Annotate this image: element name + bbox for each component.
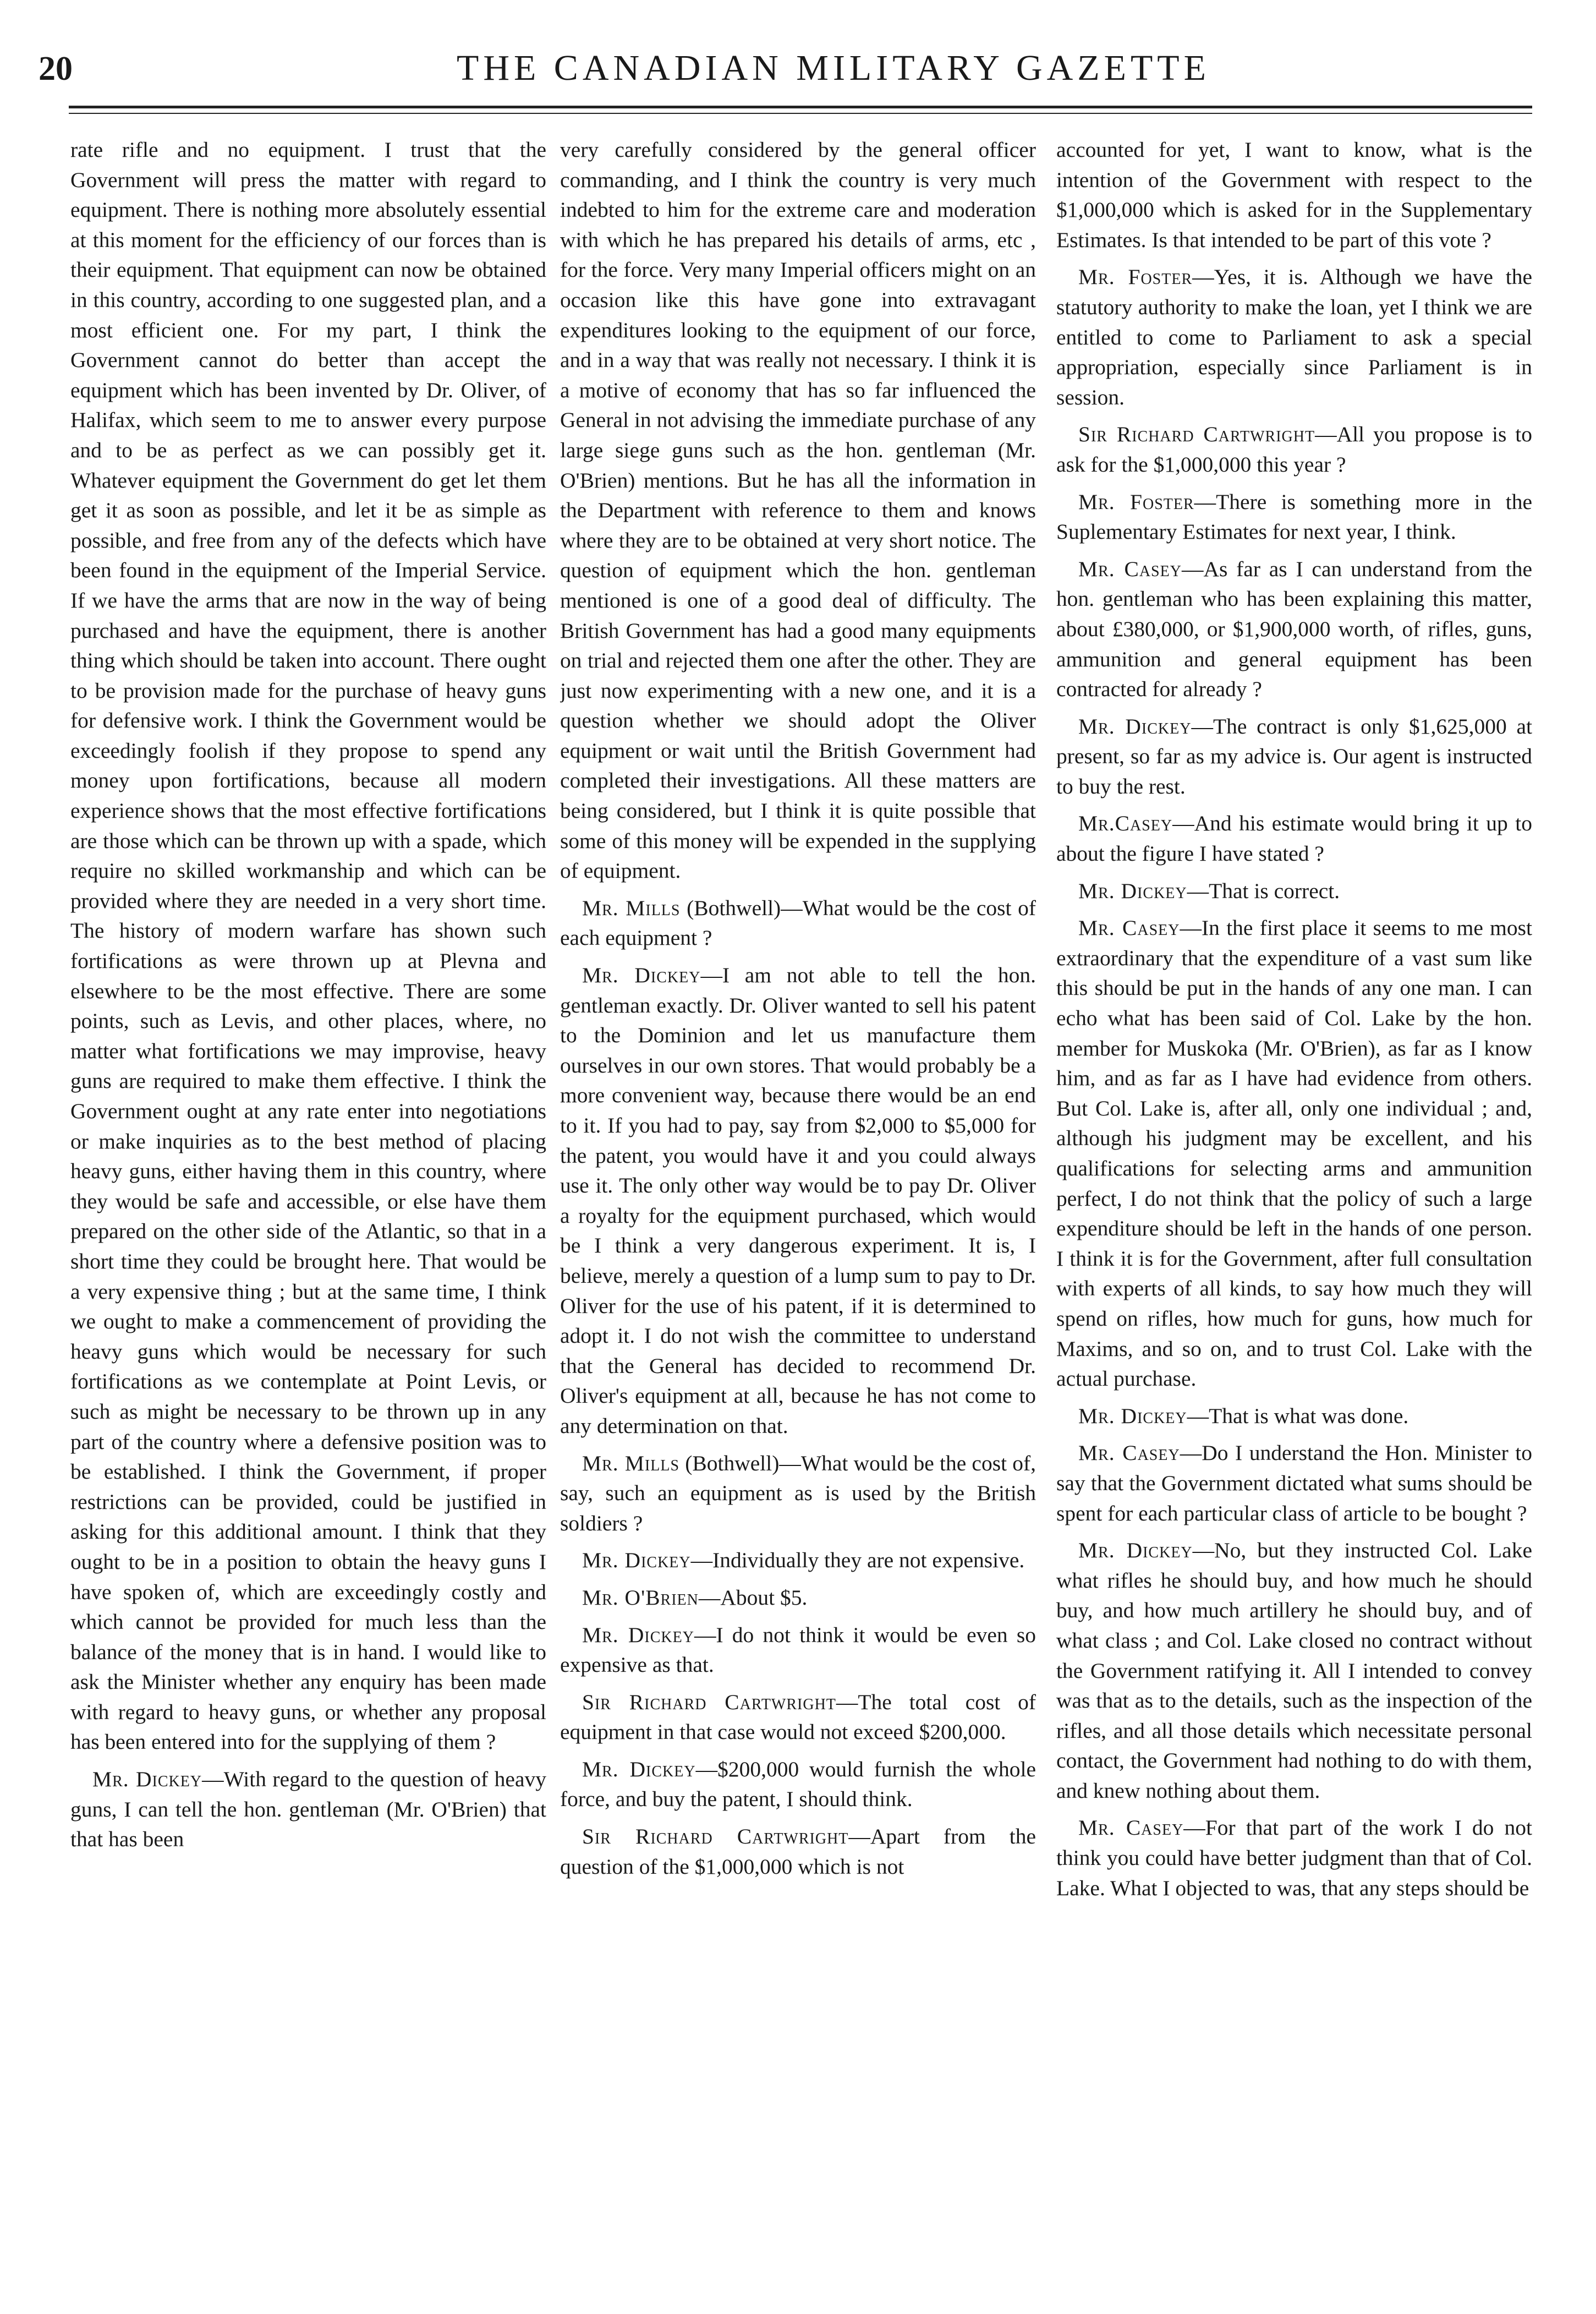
speaker-name: Mr. Dickey [582,1757,696,1781]
paragraph [1056,1401,1532,1431]
paragraph [560,893,1036,953]
speaker-name: Mr. Dickey [1078,878,1187,903]
paragraph [1056,262,1532,412]
paragraph [560,1545,1036,1576]
header-rule-thick [69,106,1532,108]
column-right [1056,135,1532,2292]
paragraph [1056,487,1532,547]
paragraph [1056,913,1532,1394]
speaker-name: Mr. Casey [1078,1441,1180,1465]
speaker-name: Mr. Mills [582,1451,680,1475]
paragraph [1056,808,1532,868]
speaker-name: Mr. Mills [582,895,681,920]
speaker-name: Mr. Dickey [1078,1403,1187,1428]
paragraph [1056,712,1532,802]
speech-text: —And his estimate would bring it up to about the figure I have stated ? [1056,811,1532,866]
speech-text: —That is what was done. [1187,1403,1409,1428]
paragraph [1056,1438,1532,1528]
speaker-name: Mr. Foster [1078,265,1193,289]
paragraph: very carefully considered by the general officer commanding, and I think the country is very much indebted to him for the extreme care and moderation with which he has prepared his details of arms, etc , for the force. Very many Imperial officers might on an occasion like this have gone into extravagant expenditures looking to the equipment of our force, and in a way that was really not necessary. I think it is a motive of economy that has so far influenced the General in not advising the immediate purchase of any large siege guns such as the hon. gentleman (Mr. O'Brien) mentions. But he has all the information in the Department with reference to them and knows where they are to be obtained at very short notice. The question of equipment which the hon. gentleman mentioned is one of a good deal of difficulty. The British Government has had a good many equipments on trial and rejected them one after the other. They are just now experimenting with a new one, and it is a question whether we should adopt the Oliver equipment or wait until the British Government had completed their investigations. All these matters are being considered, but I think it is quite possible that some of this money will be expended in the supplying of equipment. [560,138,1036,883]
speech-text: —I do not think it would be even so expensive as that. [560,1622,1036,1677]
speech-text: —With regard to the question of heavy guns, I can tell the hon. gentleman (Mr. O'Brien) that that has been [70,1767,546,1852]
speaker-name: Mr. Casey [1078,916,1180,940]
paragraph [560,1583,1036,1613]
speaker-name: Mr. Casey [1078,556,1182,581]
speech-text: —$200,000 would furnish the whole force, and buy the patent, I should think. [560,1757,1036,1812]
page-number: 20 [39,50,73,87]
paragraph [1056,1535,1532,1806]
column-middle [560,135,1036,2292]
speaker-name: Mr. Dickey [582,1622,694,1647]
speech-text: —The contract is only $1,625,000 at present, so far as my advice is. Our agent is instructed to buy the rest. [1056,714,1532,798]
paragraph [560,1620,1036,1680]
speaker-name: Mr. Dickey [582,963,701,988]
paragraph: accounted for yet, I want to know, what is the intention of the Government with respect to the $1,000,000 which is asked for in the Supplementary Estimates. Is that intended to be part of this vote ? [1056,138,1532,252]
speech-text: —In the first place it seems to me most extraordinary that the expenditure of a vast sum like this should be put in the hands of any one man. I can echo what has been said of Col. Lake by the hon. member for Muskoka (Mr. O'Brien), as far as I know him, and as far as I have had evidence from others. But Col. Lake is, after all, only one individual ; and, although his judgment may be excellent, and his qualifications for selecting arms and ammunition perfect, I do not think that the policy of such a large expenditure should be left in the hands of one person. I think it is for the Government, after full consultation with experts of all kinds, to say how much they will spend on rifles, how much for guns, how much for Maxims, and so on, and to trust Col. Lake with the actual purchase. [1056,916,1532,1391]
speaker-name: Mr. Dickey [582,1548,691,1573]
speaker-name: Mr. O'Brien [582,1585,699,1610]
speech-text: —Yes, it is. Although we have the statutory authority to make the loan, yet I think we are entitled to come to Parliament to ask a special appropriation, especially since Parliament is in session. [1056,265,1532,409]
paragraph: rate rifle and no equipment. I trust that the Government will press the matter with regard to equipment. There is nothing more absolutely essential at this moment for the efficiency of our forces than is their equipment. That equipment can now be obtained in this country, according to one suggested plan, and a most efficient one. For my part, I think the Government cannot do better than accept the equipment which has been invented by Dr. Oliver, of Halifax, which seem to me to answer every purpose and to be as perfect as we can possibly get it. Whatever equipment the Government do get let them get it as soon as possible, and let it be as simple as possible, and free from any of the defects which have been found in the equipment of the Imperial Service. If we have the arms that are now in the way of being purchased and have the equipment, there is another thing which should be taken into account. There ought to be provision made for the purchase of heavy guns for defensive work. I think the Government would be exceedingly foolish if they propose to spend any money upon fortifications, because all modern experience shows that the most effective fortifications are those which can be thrown up with a spade, which require no skilled workmanship and which can be provided where they are needed in a very short time. The history of modern warfare has shown such fortifications as were thrown up at Plevna and elsewhere to be the most effective. There are some points, such as Levis, and other places, where, no matter what fortifications we may improvise, heavy guns are required to make them effective. I think the Government ought at any rate enter into negotiations or make inquiries as to the best method of placing heavy guns, either having them in this country, where they would be safe and accessible, or else have them prepared on the other side of the Atlantic, so that in a short time they could be brought here. That would be a very expensive thing ; but at the same time, I think we ought to make a commencement of providing the heavy guns which would be necessary for such fortifications as we contemplate at Point Levis, or such as might be necessary to be thrown up in any part of the country where a defensive position was to be established. I think the Government, if proper restrictions can be provided, could be justified in asking for this additional amount. I think that they ought to be in a position to obtain the heavy guns I have spoken of, which are exceedingly costly and which cannot be provided for much less than the balance of the money that is in hand. I would like to ask the Minister whether any enquiry has been made with regard to heavy guns, or whether any proposal has been entered into for the supplying of them ? [70,138,546,1754]
column-left [70,135,546,2292]
speech-text: —That is correct. [1187,878,1340,903]
speech-text: —Apart from the question of the $1,000,000 which is not [560,1824,1036,1879]
speaker-name: Mr.Casey [1078,811,1173,836]
speaker-name: Mr. Dickey [1078,714,1192,738]
paragraph [560,960,1036,1441]
paragraph [1056,876,1532,906]
speaker-name: Sir Richard Cartwright [582,1824,849,1849]
speaker-name: Sir Richard Cartwright [1078,422,1315,447]
speech-text: —For that part of the work I do not think you could have better judgment than that of Col. Lake. What I objected to was, that any steps should be [1056,1815,1532,1900]
paragraph [560,1687,1036,1747]
speaker-name: Mr. Dickey [92,1767,202,1792]
speaker-name: Mr. Dickey [1078,1538,1193,1563]
paragraph [560,1821,1036,1881]
page-header [39,47,1210,91]
paragraph [1056,554,1532,704]
masthead-title: THE CANADIAN MILITARY GAZETTE [457,48,1210,88]
speech-text: (Bothwell)—What would be the cost of, say, such an equipment as is used by the British soldiers ? [560,1451,1036,1535]
speech-text: —As far as I can understand from the hon. gentleman who has been explaining this matter, about £380,000, or $1,900,000 worth, of rifles, guns, ammunition and general equipment has been contracted for already ? [1056,556,1532,702]
speech-text: —About $5. [698,1585,808,1610]
paragraph [560,1448,1036,1539]
speaker-name: Mr. Casey [1078,1815,1184,1840]
speech-text: —Individually they are not expensive. [690,1548,1025,1573]
paragraph [1056,419,1532,479]
speech-text: —All you propose is to ask for the $1,000,000 this year ? [1056,422,1532,477]
speech-text: (Bothwell)—What would be the cost of each equipment ? [560,895,1036,950]
speech-text: —No, but they instructed Col. Lake what rifles he should buy, and how much he should buy, and how much artillery he should buy, and of what class ; and Col. Lake closed no contract without the Government ratifying it. All I intended to convey was that as to the details, such as the inspection of the rifles, and all those details which necessitate personal contact, the Government had nothing to do with them, and knew nothing about them. [1056,1538,1532,1803]
header-rule-thin [69,113,1532,114]
paragraph [70,1764,546,1855]
speaker-name: Sir Richard Cartwright [582,1689,836,1714]
paragraph [1056,1813,1532,1903]
speech-text: —I am not able to tell the hon. gentleman exactly. Dr. Oliver wanted to sell his patent to the Dominion and let us manufacture them ourselves in our own stores. That would probably be a more convenient way, because there would be an end to it. If you had to pay, say from $2,000 to $5,000 for the patent, you would have it and you could always use it. The only other way would be to pay Dr. Oliver a royalty for the equipment purchased, which would be I think a very dangerous experiment. It is, I believe, merely a question of a lump sum to pay to Dr. Oliver for the use of his patent, if it is determined to adopt it. I do not wish the committee to understand that the General has decided to recommend Dr. Oliver's equipment at all, because he has not come to any determination on that. [560,963,1036,1438]
speech-text: —The total cost of equipment in that case would not exceed $200,000. [560,1689,1036,1744]
speech-text: —Do I understand the Hon. Minister to say that the Government dictated what sums should be spent for each particular class of article to be bought ? [1056,1441,1532,1525]
speaker-name: Mr. Foster [1078,489,1194,514]
speech-text: —There is something more in the Suplementary Estimates for next year, I think. [1056,489,1532,544]
paragraph [560,1754,1036,1814]
